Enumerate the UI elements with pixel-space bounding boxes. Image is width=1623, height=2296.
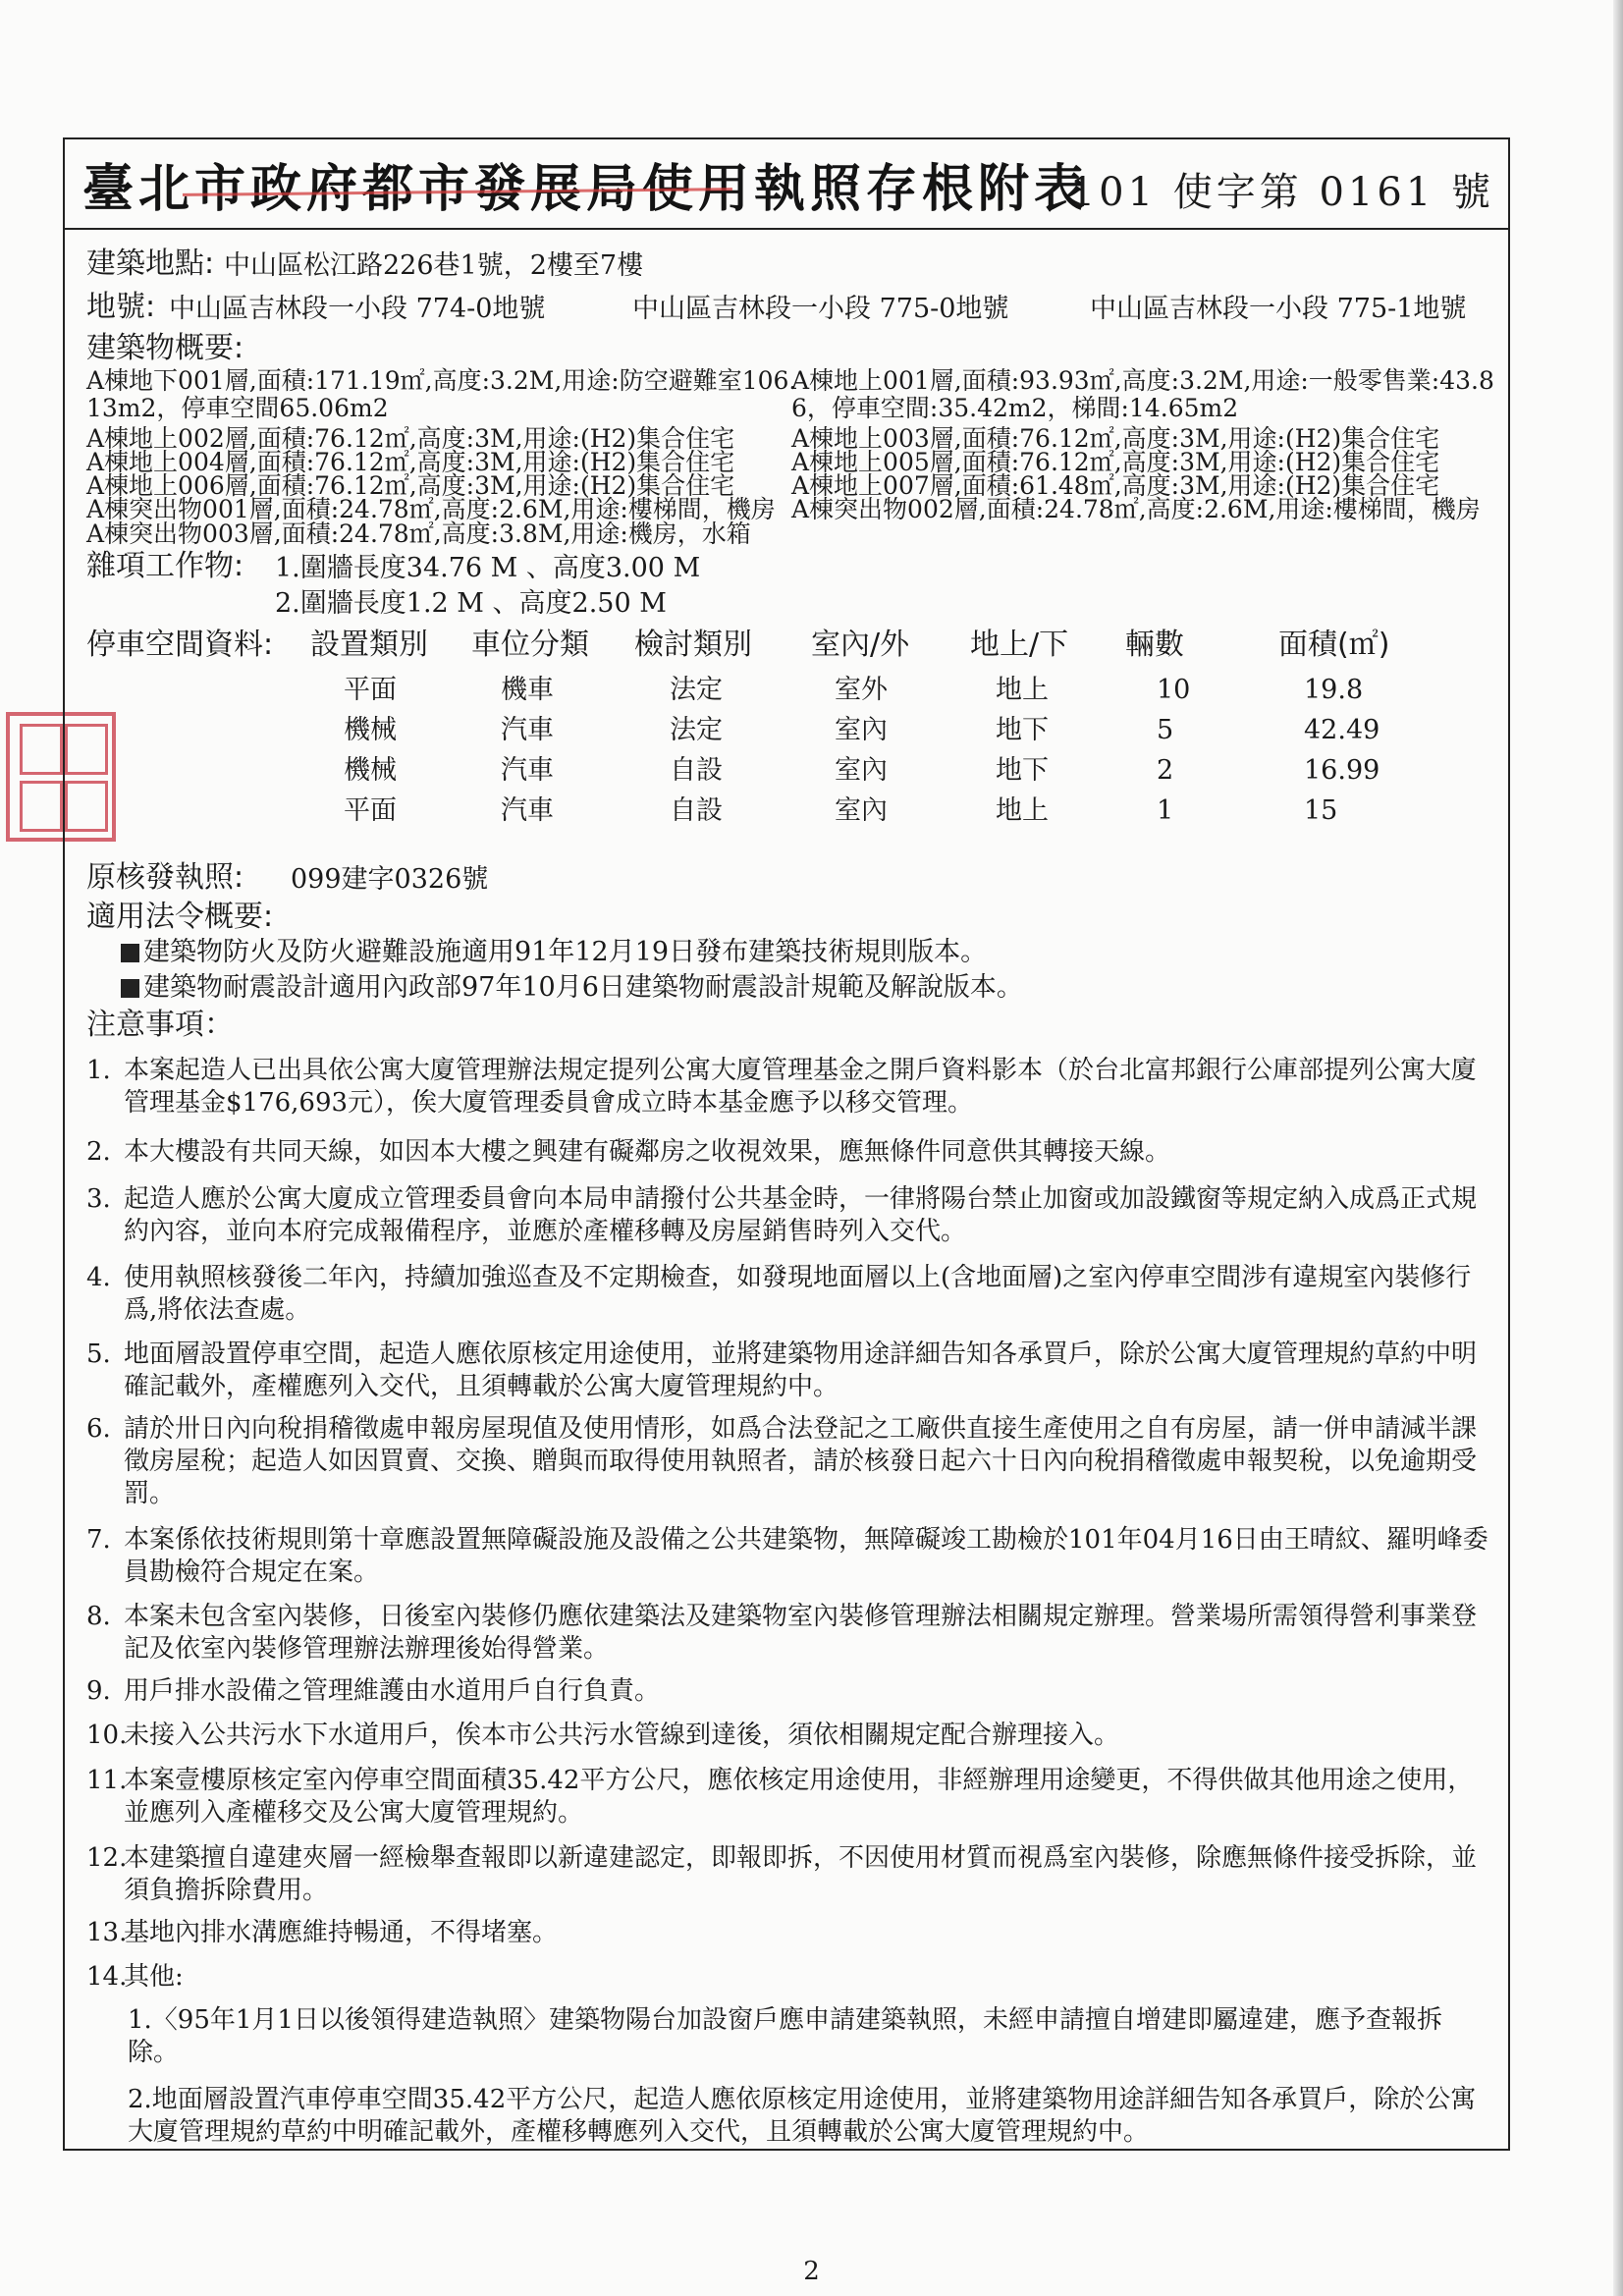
parking-header: 檢討類別 (634, 628, 752, 662)
note-sub-text: 2.地面層設置汽車停車空間35.42平方公尺，起造人應依原核定用途使用，並將建築物用途詳細告知各承買戶，除於公寓大廈管理規約草約中明確記載外，產權移轉應列入交代，且須轉載於公寓大廈管理規約中。 (128, 2085, 1477, 2147)
parking-cell: 法定 (670, 675, 723, 705)
parking-cell: 10 (1157, 675, 1191, 705)
note-text: 地面層設置停車空間，起造人應依原核定用途使用，並將建築物用途詳細告知各承買戶，除於公寓大廈管理規約草約中明確記載外，產權應列入交代，且須轉載於公寓大廈管理規約中。 (124, 1339, 1478, 1401)
parking-cell: 室內 (835, 795, 888, 826)
parking-cell: 平面 (344, 675, 397, 705)
notes-label: 注意事項： (86, 1008, 234, 1042)
misc-item: 1.圍牆長度34.76 M 、高度3.00 M (275, 553, 701, 583)
legal-item-text: 建築物耐震設計適用內政部97年10月6日建築物耐震設計規範及解說版本。 (143, 972, 1023, 1003)
overview-line: A棟地上002層,面積:76.12㎡,高度:3M,用途:(H2)集合住宅 (86, 424, 735, 453)
parking-cell: 室內 (835, 755, 888, 786)
note-sub-text: 1.〈95年1月1日以後領得建造執照〉建築物陽台加設窗戶應申請建築執照，未經申請擅自增建即屬違建，應予查報拆除。 (128, 2005, 1442, 2067)
parking-cell: 19.8 (1304, 675, 1364, 705)
note-text: 用戶排水設備之管理維護由水道用戶自行負責。 (124, 1676, 661, 1706)
parking-header: 車位分類 (471, 628, 589, 662)
parking-cell: 機械 (344, 755, 397, 786)
note-text: 未接入公共污水下水道用戶，俟本市公共污水管線到達後，須依相關規定配合辦理接入。 (124, 1721, 1120, 1750)
parking-header: 輛數 (1125, 628, 1184, 662)
overview-line: A棟地上007層,面積:61.48㎡,高度:3M,用途:(H2)集合住宅 (791, 471, 1440, 500)
parking-cell: 16.99 (1304, 755, 1380, 786)
parking-header: 室內/外 (811, 628, 910, 662)
parking-cell: 機械 (344, 715, 397, 745)
overview-line: 6，停車空間:35.42m2，梯間:14.65m2 (791, 394, 1239, 422)
parking-cell: 地上 (996, 795, 1049, 826)
misc-item: 2.圍牆長度1.2 M 、高度2.50 M (275, 588, 667, 619)
square-bullet-icon (121, 944, 139, 962)
parking-label: 停車空間資料: (86, 628, 274, 662)
parking-header: 設置類別 (310, 628, 428, 662)
note-number: 13. (86, 1918, 128, 1947)
note-text: 使用執照核發後二年內，持續加強巡查及不定期檢查，如發現地面層以上(含地面層)之室內停車空間涉有違規室內裝修行爲,將依法查處。 (124, 1263, 1472, 1325)
location-value: 中山區松江路226巷1號，2樓至7樓 (224, 250, 644, 281)
overview-line: 13m2，停車空間65.06m2 (86, 394, 389, 422)
note-number: 12. (86, 1843, 128, 1873)
note-number: 6. (86, 1414, 111, 1444)
note-text: 請於卅日內向稅捐稽徵處申報房屋現值及使用情形，如爲合法登記之工廠供直接生產使用之自有房屋，請一併申請減半課徵房屋稅；起造人如因買賣、交換、贈與而取得使用執照者，請於核發日起六十日內向稅捐稽徵處申報契稅，以免逾期受罰。 (124, 1414, 1478, 1508)
note-number: 8. (86, 1602, 111, 1631)
lot-1: 中山區吉林段一小段 774-0地號 (169, 294, 546, 324)
note-text: 本案起造人已出具依公寓大廈管理辦法規定提列公寓大廈管理基金之開戶資料影本（於台北富邦銀行公庫部提列公寓大廈管理基金$176,693元），俟大廈管理委員會成立時本基金應予以移交管理。 (124, 1056, 1478, 1118)
page-number: 2 (803, 2257, 820, 2286)
parking-cell: 2 (1157, 755, 1174, 786)
permit-number: 101 使字第 0161 號 (1069, 170, 1494, 215)
overview-line: A棟地上005層,面積:76.12㎡,高度:3M,用途:(H2)集合住宅 (791, 448, 1440, 476)
parking-cell: 汽車 (501, 755, 554, 786)
overview-line: A棟地上006層,面積:76.12㎡,高度:3M,用途:(H2)集合住宅 (86, 471, 735, 500)
parking-cell: 42.49 (1304, 715, 1380, 745)
note-text: 本案壹樓原核定室內停車空間面積35.42平方公尺，應依核定用途使用，非經辦理用途變更，不得供做其他用途之使用，並應列入產權移交及公寓大廈管理規約。 (124, 1766, 1474, 1828)
overview-line: A棟突出物002層,面積:24.78㎡,高度:2.6M,用途:樓梯間，機房 (791, 495, 1481, 523)
overview-line: A棟突出物003層,面積:24.78㎡,高度:3.8M,用途:機房，水箱 (86, 519, 751, 548)
parking-header: 地上/下 (970, 628, 1069, 662)
note-number: 3. (86, 1184, 111, 1214)
note-number: 10. (86, 1721, 128, 1750)
square-bullet-icon (121, 979, 139, 998)
note-text: 基地內排水溝應維持暢通，不得堵塞。 (124, 1918, 559, 1947)
note-number: 14. (86, 1962, 128, 1992)
note-number: 4. (86, 1263, 111, 1292)
location-label: 建築地點: (86, 246, 215, 281)
parking-cell: 平面 (344, 795, 397, 826)
scan-edge (1613, 0, 1623, 2296)
parking-cell: 機車 (501, 675, 554, 705)
lot-label: 地號: (86, 290, 156, 324)
legal-label: 適用法令概要: (86, 900, 274, 934)
original-permit-value: 099建字0326號 (291, 864, 489, 895)
parking-cell: 室內 (835, 715, 888, 745)
note-number: 5. (86, 1339, 111, 1369)
parking-cell: 汽車 (501, 795, 554, 826)
parking-cell: 15 (1304, 795, 1338, 826)
parking-header: 面積(㎡) (1278, 628, 1390, 662)
legal-item (121, 973, 1023, 1003)
parking-cell: 地下 (996, 715, 1049, 745)
overview-line: A棟地上003層,面積:76.12㎡,高度:3M,用途:(H2)集合住宅 (791, 424, 1440, 453)
original-permit-label: 原核發執照: (86, 860, 244, 895)
lot-3: 中山區吉林段一小段 775-1地號 (1090, 294, 1467, 324)
overview-line: A棟地下001層,面積:171.19㎡,高度:3.2M,用途:防空避難室106. (86, 366, 797, 395)
parking-cell: 5 (1157, 715, 1174, 745)
parking-cell: 自設 (670, 755, 723, 786)
misc-label: 雜項工作物: (86, 549, 244, 583)
legal-item (121, 938, 987, 967)
parking-cell: 汽車 (501, 715, 554, 745)
document-title: 臺北市政府都市發展局使用執照存根附表 (82, 159, 1091, 219)
overview-label: 建築物概要: (86, 331, 244, 365)
parking-cell: 法定 (670, 715, 723, 745)
note-text: 本大樓設有共同天線，如因本大樓之興建有礙鄰房之收視效果，應無條件同意供其轉接天線。 (124, 1137, 1171, 1167)
note-number: 11. (86, 1766, 128, 1795)
note-text: 起造人應於公寓大廈成立管理委員會向本局申請撥付公共基金時，一律將陽台禁止加窗或加設鐵窗等規定納入成爲正式規約內容，並向本府完成報備程序，並應於產權移轉及房屋銷售時列入交代。 (124, 1184, 1478, 1246)
note-text: 本案未包含室內裝修，日後室內裝修仍應依建築法及建築物室內裝修管理辦法相關規定辦理。營業場所需領得營利事業登記及依室內裝修管理辦法辦理後始得營業。 (124, 1602, 1478, 1664)
note-text: 其他: (124, 1962, 184, 1992)
parking-cell: 室外 (835, 675, 888, 705)
note-text: 本建築擅自違建夾層一經檢舉查報即以新違建認定，即報即拆，不因使用材質而視爲室內裝修，除應無條件接受拆除，並須負擔拆除費用。 (124, 1843, 1478, 1905)
legal-item-text: 建築物防火及防火避難設施適用91年12月19日發布建築技術規則版本。 (143, 937, 988, 967)
lot-2: 中山區吉林段一小段 775-0地號 (632, 294, 1009, 324)
note-number: 1. (86, 1056, 111, 1085)
document-frame (63, 137, 1510, 2151)
parking-cell: 1 (1157, 795, 1174, 826)
parking-cell: 地下 (996, 755, 1049, 786)
note-number: 2. (86, 1137, 111, 1167)
note-number: 9. (86, 1676, 111, 1706)
overview-line: A棟突出物001層,面積:24.78㎡,高度:2.6M,用途:樓梯間，機房 (86, 495, 776, 523)
document-header (65, 139, 1508, 230)
note-number: 7. (86, 1525, 111, 1555)
parking-cell: 地上 (996, 675, 1049, 705)
note-text: 本案係依技術規則第十章應設置無障礙設施及設備之公共建築物，無障礙竣工勘檢於101年04月16日由王晴紋、羅明峰委員勘檢符合規定在案。 (124, 1525, 1488, 1587)
overview-line: A棟地上001層,面積:93.93㎡,高度:3.2M,用途:一般零售業:43.8 (791, 366, 1494, 395)
parking-cell: 自設 (670, 795, 723, 826)
overview-line: A棟地上004層,面積:76.12㎡,高度:3M,用途:(H2)集合住宅 (86, 448, 735, 476)
